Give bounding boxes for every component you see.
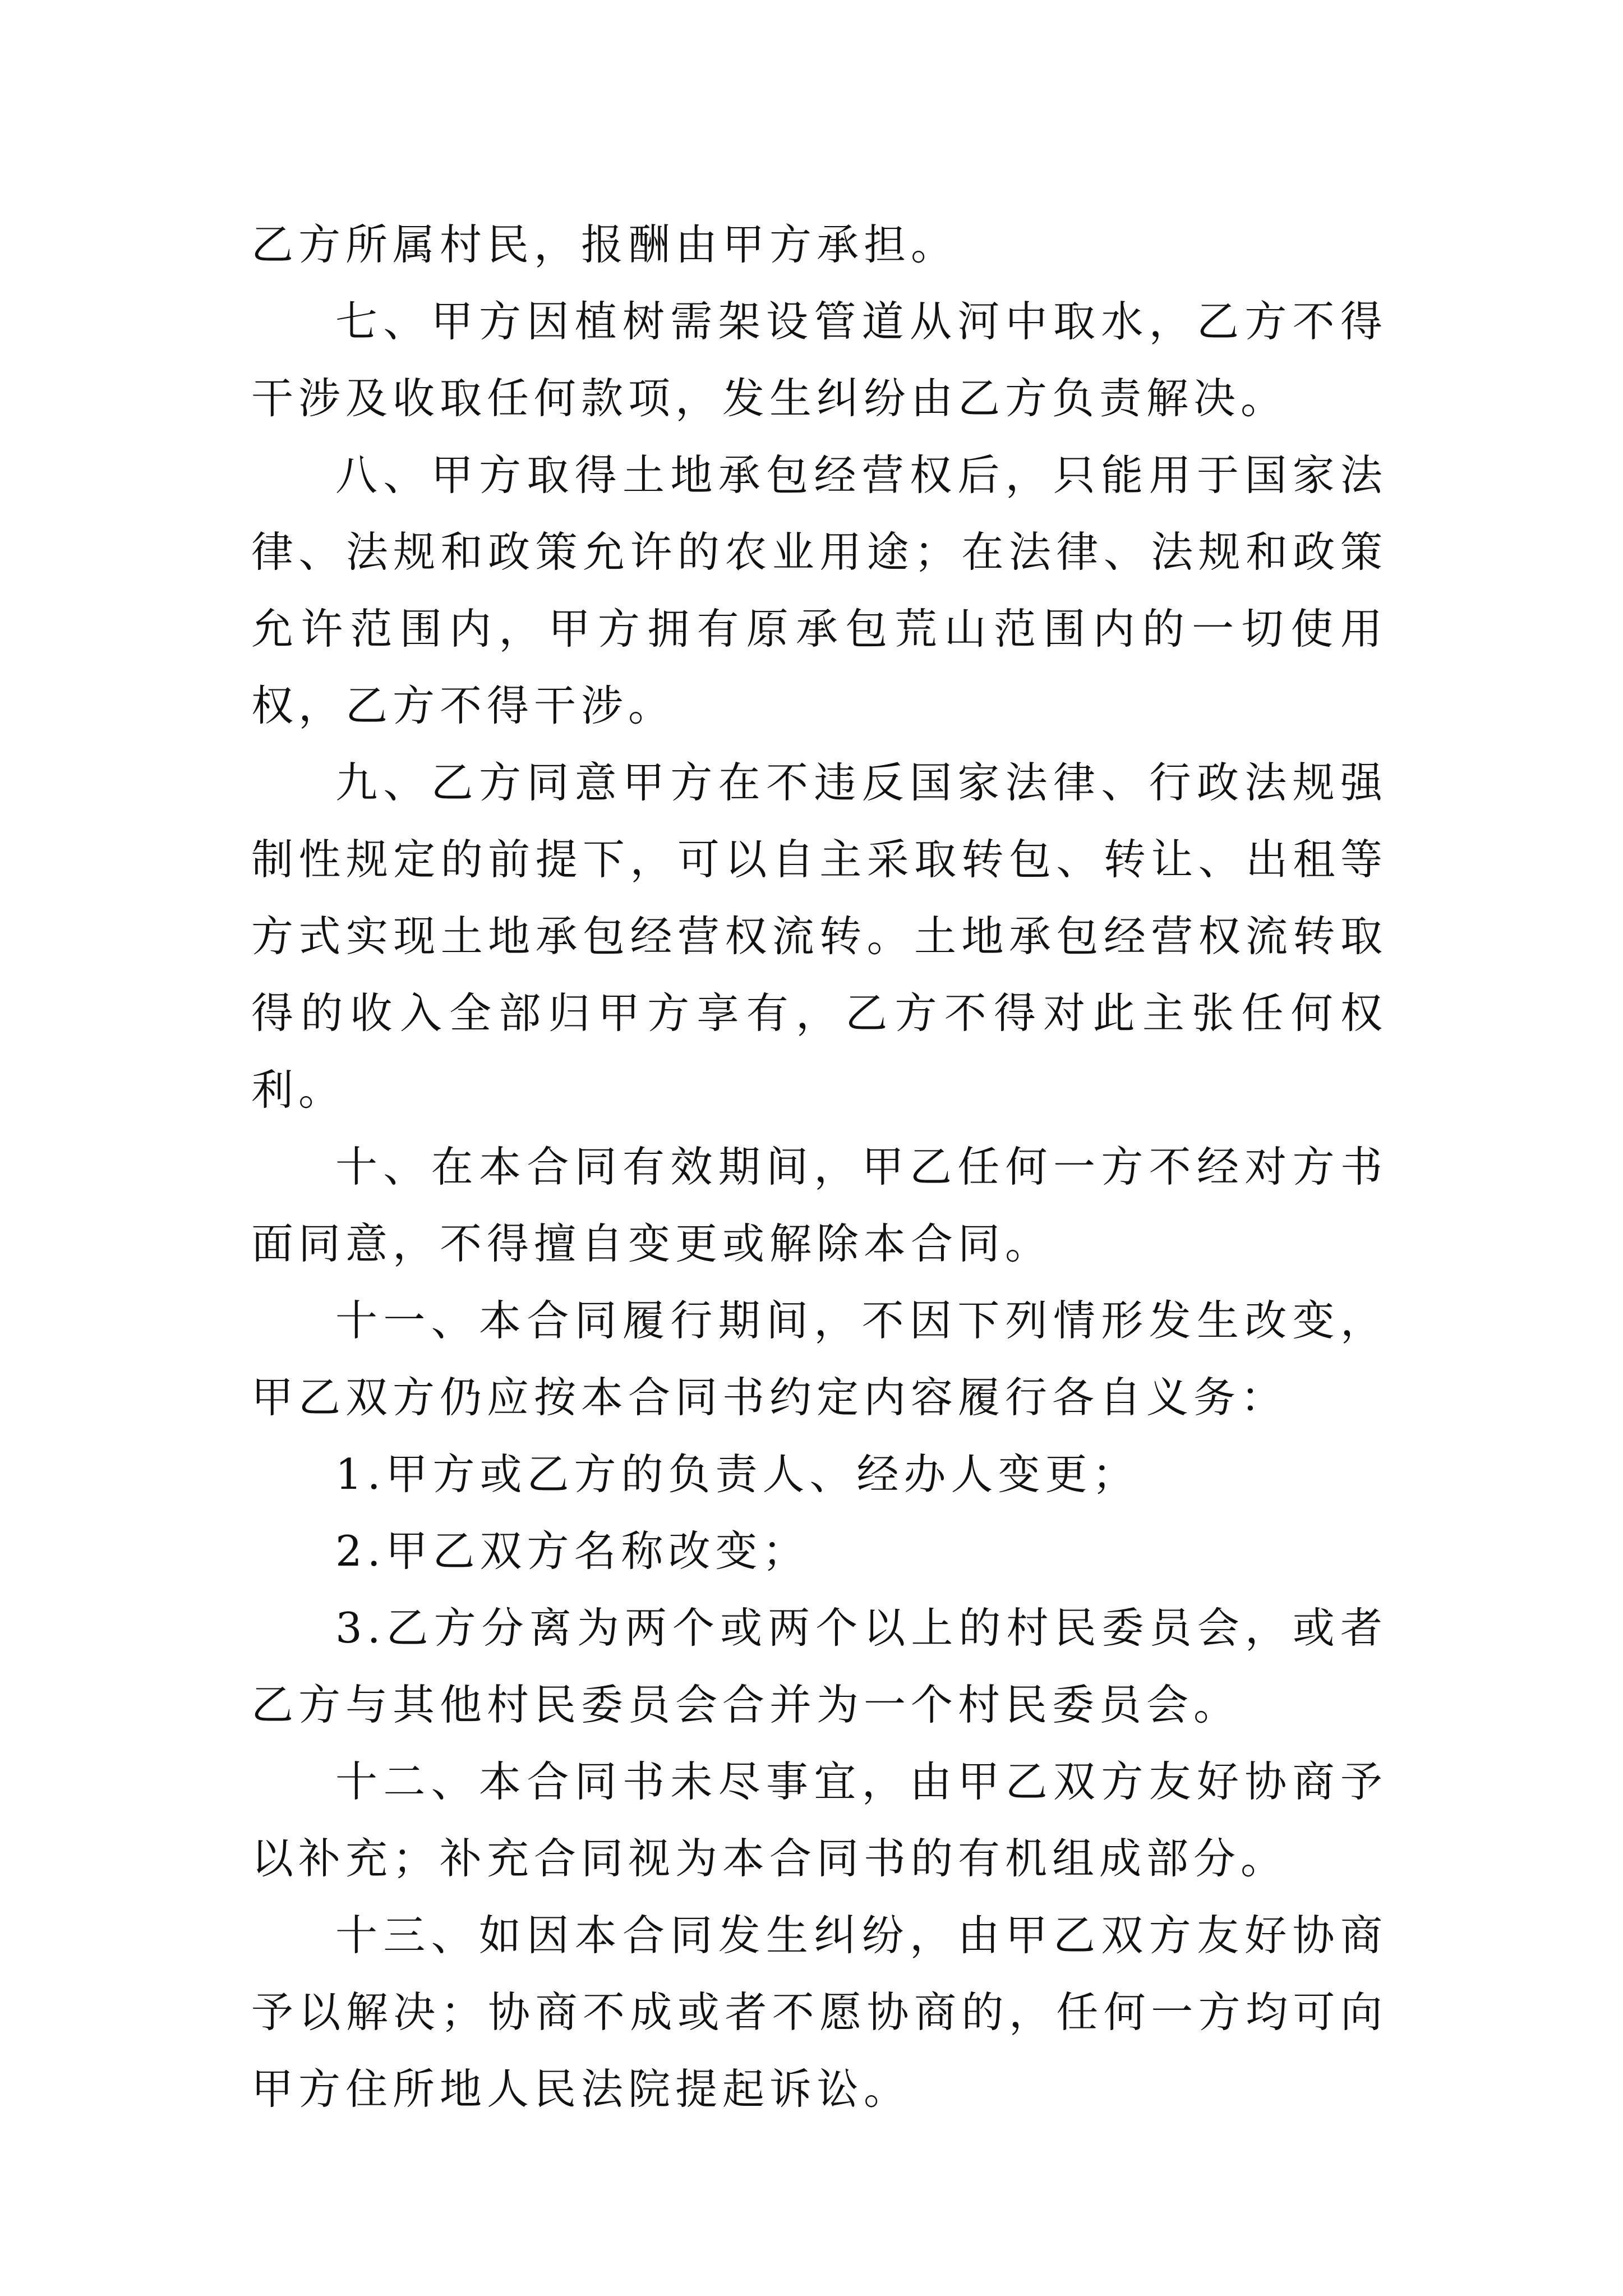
clause-7: 七、甲方因植树需架设管道从河中取水，乙方不得干涉及收取任何款项，发生纠纷由乙方负责解决。 [251,297,1387,423]
clause-11: 十一、本合同履行期间，不因下列情形发生改变，甲乙双方仍应按本合同书约定内容履行各自义务： [251,1296,1387,1422]
clause-12: 十二、本合同书未尽事宜，由甲乙双方友好协商予以补充；补充合同视为本合同书的有机组成部分。 [251,1757,1387,1883]
contract-body [251,206,1387,2128]
clause-8: 八、甲方取得土地承包经营权后，只能用于国家法律、法规和政策允许的农业用途；在法律、法规和政策允许范围内，甲方拥有原承包荒山范围内的一切使用权，乙方不得干涉。 [251,450,1387,730]
paragraph-continuation: 乙方所属村民，报酬由甲方承担。 [251,220,958,269]
clause-9: 九、乙方同意甲方在不违反国家法律、行政法规强制性规定的前提下，可以自主采取转包、转让、出租等方式实现土地承包经营权流转。土地承包经营权流转取得的收入全部归甲方享有，乙方不得对此主张任何权利。 [251,758,1387,1115]
clause-11-item-3: 3.乙方分离为两个或两个以上的村民委员会，或者乙方与其他村民委员会合并为一个村民委员会。 [251,1603,1387,1729]
clause-13: 十三、如因本合同发生纠纷，由甲乙双方友好协商予以解决；协商不成或者不愿协商的，任何一方均可向甲方住所地人民法院提起诉讼。 [251,1911,1387,2114]
clause-10: 十、在本合同有效期间，甲乙任何一方不经对方书面同意，不得擅自变更或解除本合同。 [251,1142,1387,1268]
clause-11-item-2: 2.甲乙双方名称改变； [335,1526,810,1576]
clause-11-item-1: 1.甲方或乙方的负责人、经办人变更； [335,1450,1140,1499]
